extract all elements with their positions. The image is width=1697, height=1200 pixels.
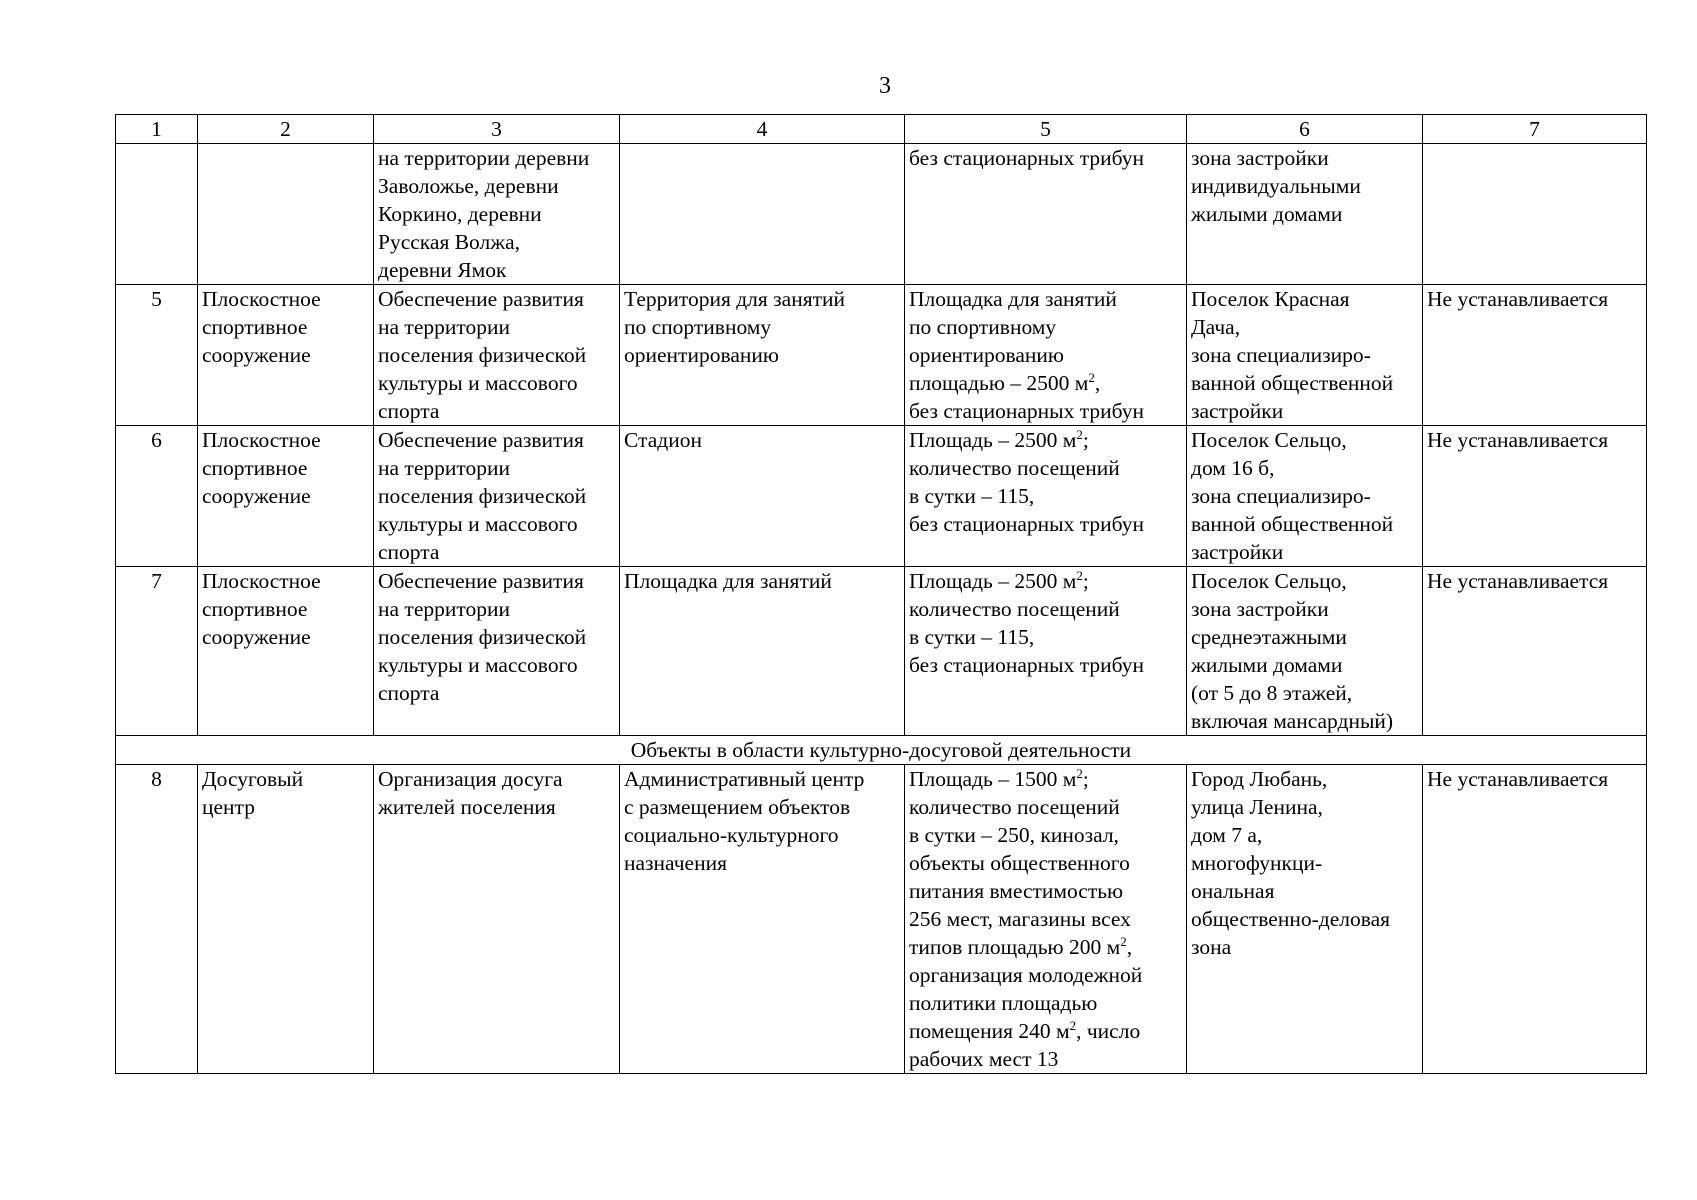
document-table	[115, 114, 1647, 1074]
section-title: Объекты в области культурно-досуговой деятельности	[116, 736, 1647, 765]
table-row	[116, 765, 1647, 1074]
text-line: застройки	[1191, 399, 1284, 423]
text-line: культуры и массового	[378, 371, 578, 395]
text-line: питания вместимостью	[909, 879, 1124, 903]
text-line: ориентированию	[624, 343, 779, 367]
text-line: Досуговый	[202, 767, 304, 791]
text-line: ванной общественной	[1191, 512, 1394, 536]
text-line: Поселок Сельцо,	[1191, 428, 1347, 452]
table-row	[116, 285, 1647, 426]
text-line: Заволожье, деревни	[378, 174, 559, 198]
row-number: 7	[151, 569, 162, 593]
cell-object-type	[620, 567, 905, 736]
text-line: культуры и массового	[378, 512, 578, 536]
column-header: 6	[1187, 115, 1423, 144]
page-number: 3	[879, 73, 891, 99]
text-line: Поселок Сельцо,	[1191, 569, 1347, 593]
cell-number	[116, 144, 198, 285]
cell-purpose	[374, 144, 620, 285]
column-header: 1	[116, 115, 198, 144]
text-line: Обеспечение развития	[378, 428, 584, 452]
text-line: количество посещений	[909, 597, 1120, 621]
text-line: жилыми домами	[1191, 653, 1343, 677]
table-row	[116, 426, 1647, 567]
text-line: многофункци-	[1191, 851, 1323, 875]
text-line: Коркино, деревни	[378, 202, 542, 226]
column-header: 7	[1423, 115, 1647, 144]
cell-object-name	[198, 426, 374, 567]
text-line: Стадион	[624, 428, 702, 452]
cell-number	[116, 426, 198, 567]
text-line: площадью – 2500 $м^2$,	[909, 370, 1101, 395]
cell-purpose	[374, 765, 620, 1074]
text-line: Плоскостное	[202, 287, 321, 311]
text-line: Площадь – 1500 $м^2$;	[909, 766, 1089, 791]
cell-location	[1187, 567, 1423, 736]
text-line: застройки	[1191, 540, 1284, 564]
text-line: культуры и массового	[378, 653, 578, 677]
cell-object-name	[198, 144, 374, 285]
row-number: 5	[151, 287, 162, 311]
cell-number	[116, 567, 198, 736]
text-line: Плоскостное	[202, 428, 321, 452]
cell-characteristics	[905, 567, 1187, 736]
text-line: спортивное	[202, 315, 308, 339]
text-line: Не устанавливается	[1427, 287, 1609, 311]
text-line: объекты общественного	[909, 851, 1130, 875]
cell-zone	[1423, 567, 1647, 736]
text-line: сооружение	[202, 343, 311, 367]
cell-location	[1187, 144, 1423, 285]
text-line: на территории	[378, 315, 510, 339]
section-header-row	[116, 736, 1647, 765]
text-line: жителей поселения	[378, 795, 556, 819]
text-line: политики площадью	[909, 991, 1098, 1015]
cell-purpose	[374, 426, 620, 567]
text-line: спорта	[378, 399, 440, 423]
text-line: спорта	[378, 681, 440, 705]
cell-object-name	[198, 765, 374, 1074]
text-line: жилыми домами	[1191, 202, 1343, 226]
text-line: по спортивному	[909, 315, 1057, 339]
cell-zone	[1423, 144, 1647, 285]
text-line: в сутки – 115,	[909, 484, 1035, 508]
cell-object-type	[620, 144, 905, 285]
text-line: Не устанавливается	[1427, 767, 1609, 791]
text-line: (от 5 до 8 этажей,	[1191, 681, 1353, 705]
text-line: Территория для занятий	[624, 287, 846, 311]
text-line: назначения	[624, 851, 727, 875]
text-line: поселения физической	[378, 343, 587, 367]
text-line: Поселок Красная	[1191, 287, 1350, 311]
cell-number	[116, 765, 198, 1074]
text-line: Обеспечение развития	[378, 287, 584, 311]
cell-object-name	[198, 567, 374, 736]
text-line: на территории	[378, 597, 510, 621]
text-line: Площадка для занятий	[909, 287, 1117, 311]
text-line: организация молодежной	[909, 963, 1143, 987]
text-line: ональная	[1191, 879, 1275, 903]
cell-object-type	[620, 765, 905, 1074]
cell-characteristics	[905, 285, 1187, 426]
text-line: без стационарных трибун	[909, 399, 1144, 423]
table-row	[116, 144, 1647, 285]
text-line: сооружение	[202, 484, 311, 508]
text-line: Плоскостное	[202, 569, 321, 593]
text-line: спортивное	[202, 456, 308, 480]
text-line: 256 мест, магазины всех	[909, 907, 1131, 931]
text-line: включая мансардный)	[1191, 709, 1394, 733]
text-line: зона застройки	[1191, 597, 1329, 621]
text-line: улица Ленина,	[1191, 795, 1323, 819]
text-line: спорта	[378, 540, 440, 564]
text-line: Организация досуга	[378, 767, 563, 791]
cell-location	[1187, 285, 1423, 426]
text-line: сооружение	[202, 625, 311, 649]
column-header: 4	[620, 115, 905, 144]
text-line: на территории	[378, 456, 510, 480]
cell-zone	[1423, 285, 1647, 426]
cell-purpose	[374, 285, 620, 426]
text-line: Площадь – 2500 $м^2$;	[909, 568, 1089, 593]
text-line: ориентированию	[909, 343, 1064, 367]
text-line: среднеэтажными	[1191, 625, 1347, 649]
text-line: поселения физической	[378, 625, 587, 649]
cell-object-type	[620, 285, 905, 426]
text-line: Обеспечение развития	[378, 569, 584, 593]
cell-zone	[1423, 426, 1647, 567]
text-line: дом 16 б,	[1191, 456, 1275, 480]
text-line: Город Любань,	[1191, 767, 1328, 791]
text-line: центр	[202, 795, 255, 819]
text-line: зона	[1191, 935, 1232, 959]
cell-location	[1187, 426, 1423, 567]
text-line: Русская Волжа,	[378, 230, 521, 254]
text-line: на территории деревни	[378, 146, 590, 170]
column-header: 3	[374, 115, 620, 144]
text-line: типов площадью 200 $м^2$,	[909, 934, 1133, 959]
column-number-row	[116, 115, 1647, 144]
row-number: 8	[151, 767, 162, 791]
text-line: общественно-деловая	[1191, 907, 1391, 931]
cell-characteristics	[905, 426, 1187, 567]
text-line: Площадь – 2500 $м^2$;	[909, 427, 1089, 452]
text-line: поселения физической	[378, 484, 587, 508]
column-header: 2	[198, 115, 374, 144]
cell-object-type	[620, 426, 905, 567]
text-line: в сутки – 115,	[909, 625, 1035, 649]
row-number: 6	[151, 428, 162, 452]
text-line: помещения 240 $м^2$, число	[909, 1018, 1141, 1043]
text-line: Площадка для занятий	[624, 569, 832, 593]
text-line: без стационарных трибун	[909, 512, 1144, 536]
text-line: в сутки – 250, кинозал,	[909, 823, 1119, 847]
cell-zone	[1423, 765, 1647, 1074]
text-line: рабочих мест 13	[909, 1047, 1059, 1071]
text-line: зона застройки	[1191, 146, 1329, 170]
text-line: по спортивному	[624, 315, 772, 339]
column-header: 5	[905, 115, 1187, 144]
cell-characteristics	[905, 144, 1187, 285]
text-line: деревни Ямок	[378, 258, 507, 282]
cell-number	[116, 285, 198, 426]
cell-object-name	[198, 285, 374, 426]
cell-purpose	[374, 567, 620, 736]
text-line: Административный центр	[624, 767, 865, 791]
text-line: зона специализиро-	[1191, 343, 1371, 367]
cell-location	[1187, 765, 1423, 1074]
text-line: ванной общественной	[1191, 371, 1394, 395]
text-line: количество посещений	[909, 456, 1120, 480]
text-line: с размещением объектов	[624, 795, 851, 819]
table-row	[116, 567, 1647, 736]
text-line: Не устанавливается	[1427, 428, 1609, 452]
text-line: Дача,	[1191, 315, 1241, 339]
text-line: количество посещений	[909, 795, 1120, 819]
text-line: Не устанавливается	[1427, 569, 1609, 593]
text-line: без стационарных трибун	[909, 653, 1144, 677]
text-line: социально-культурного	[624, 823, 839, 847]
cell-characteristics	[905, 765, 1187, 1074]
text-line: дом 7 а,	[1191, 823, 1263, 847]
text-line: индивидуальными	[1191, 174, 1361, 198]
text-line: зона специализиро-	[1191, 484, 1371, 508]
text-line: спортивное	[202, 597, 308, 621]
text-line: без стационарных трибун	[909, 146, 1144, 170]
